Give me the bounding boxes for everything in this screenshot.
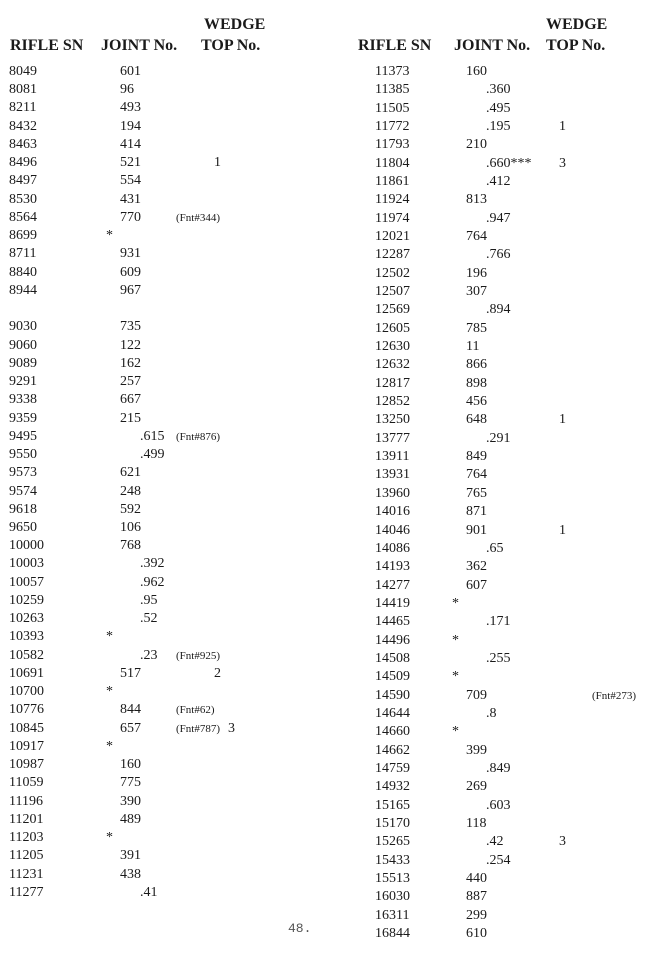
rifle-sn: 14644 [375, 705, 410, 721]
joint-no: 440 [466, 870, 487, 886]
rifle-sn: 12605 [375, 320, 410, 336]
joint-no: 648 [466, 412, 487, 428]
joint-no: 269 [466, 779, 487, 795]
joint-no: .195 [486, 119, 511, 135]
header-rifle-sn: RIFLE SN [10, 37, 84, 54]
footnote: (Fnt#62) [176, 704, 215, 717]
joint-no: 871 [466, 504, 487, 520]
joint-no: .41 [140, 884, 158, 900]
joint-no: .412 [486, 174, 511, 190]
rifle-sn: 10057 [9, 574, 44, 590]
wedge-top-no: 3 [559, 834, 566, 850]
joint-no: 592 [120, 501, 141, 517]
rifle-sn: 14193 [375, 559, 410, 575]
rifle-sn: 11974 [375, 210, 410, 226]
rifle-sn: 14509 [375, 669, 410, 685]
rifle-sn: 12817 [375, 375, 410, 391]
joint-no: 770 [120, 209, 141, 225]
joint-no: 517 [120, 665, 141, 681]
rifle-sn: 11793 [375, 137, 410, 153]
rifle-sn: 8564 [9, 209, 37, 225]
rifle-sn: 8699 [9, 228, 37, 244]
joint-no: * [452, 595, 459, 611]
rifle-sn: 10917 [9, 738, 44, 754]
rifle-sn: 16030 [375, 889, 410, 905]
rifle-sn: 9650 [9, 520, 37, 535]
joint-no: 431 [120, 191, 141, 207]
joint-no: 607 [466, 577, 487, 593]
rifle-sn: 14590 [375, 687, 410, 703]
joint-no: 307 [466, 284, 487, 300]
joint-no: .360 [486, 82, 511, 98]
joint-no: 609 [120, 264, 141, 280]
rifle-sn: 11205 [9, 848, 44, 864]
wedge-top-no: 1 [559, 522, 566, 538]
joint-no: 866 [466, 357, 487, 373]
joint-no: .947 [486, 210, 511, 226]
joint-no: .894 [486, 302, 511, 318]
joint-no: .962 [140, 574, 165, 590]
joint-no: .392 [140, 556, 165, 572]
wedge-top-no: 1 [214, 155, 221, 171]
joint-no: .499 [140, 447, 165, 463]
rifle-sn: 8497 [9, 173, 37, 189]
rifle-sn: 10259 [9, 592, 44, 608]
rifle-sn: 9550 [9, 447, 37, 463]
joint-no: .849 [486, 760, 511, 776]
rifle-sn: 14086 [375, 540, 410, 556]
rifle-sn: 11505 [375, 100, 410, 116]
joint-no: .291 [486, 430, 511, 446]
joint-no: .171 [486, 614, 511, 630]
joint-no: * [106, 830, 113, 846]
joint-no: .766 [486, 247, 511, 263]
joint-no: .8 [486, 705, 497, 721]
rifle-sn: 11373 [375, 64, 410, 79]
rifle-sn: 13960 [375, 485, 410, 501]
rifle-sn: 15265 [375, 834, 410, 850]
rifle-sn: 9291 [9, 374, 37, 390]
joint-no: 967 [120, 282, 141, 298]
rifle-sn: 9574 [9, 483, 37, 499]
rifle-sn: 10691 [9, 665, 44, 681]
rifle-sn: 12630 [375, 339, 410, 355]
rifle-sn: 8432 [9, 118, 37, 134]
joint-no: 118 [466, 815, 487, 831]
header-top-no: TOP No. [201, 37, 261, 54]
rifle-sn: 14277 [375, 577, 410, 593]
footnote: (Fnt#876) [176, 430, 220, 443]
joint-no: 898 [466, 375, 487, 391]
joint-no: .254 [486, 852, 511, 868]
joint-no: 299 [466, 907, 487, 923]
rifle-sn: 10987 [9, 757, 44, 773]
joint-no: * [106, 738, 113, 754]
joint-no: .52 [140, 611, 158, 627]
rifle-sn: 11196 [9, 793, 43, 809]
rifle-sn: 8840 [9, 264, 37, 280]
joint-no: 931 [120, 246, 141, 262]
joint-no: 554 [120, 173, 141, 189]
wedge-top-no: 1 [559, 119, 566, 135]
rifle-sn: 9618 [9, 501, 37, 517]
rifle-sn: 12287 [375, 247, 410, 263]
rifle-sn: 14016 [375, 504, 410, 520]
rifle-sn: 14508 [375, 650, 410, 666]
rifle-sn: 12632 [375, 357, 410, 373]
joint-no: 194 [120, 118, 141, 134]
header-wedge: WEDGE [204, 16, 266, 33]
joint-no: 768 [120, 538, 141, 554]
joint-no: 257 [120, 374, 141, 390]
joint-no: * [452, 632, 459, 648]
joint-no: * [452, 724, 459, 740]
rifle-sn: 11924 [375, 192, 410, 208]
header-rifle-sn-right: RIFLE SN [358, 37, 432, 54]
joint-no: 849 [466, 449, 487, 465]
rifle-sn: 10776 [9, 702, 44, 718]
page-number: 48. [288, 921, 312, 936]
joint-no: .255 [486, 650, 511, 666]
joint-no: 399 [466, 742, 487, 758]
rifle-sn: 10263 [9, 611, 44, 627]
joint-no: 844 [120, 702, 141, 718]
rifle-sn: 14759 [375, 760, 410, 776]
wedge-top-no: 2 [214, 665, 221, 681]
joint-no: * [106, 228, 113, 244]
joint-no: 601 [120, 64, 141, 79]
joint-no: 785 [466, 320, 487, 336]
joint-no: 901 [466, 522, 487, 538]
rifle-sn: 9338 [9, 392, 37, 408]
rifle-sn: 13911 [375, 449, 410, 465]
rifle-sn: 12569 [375, 302, 410, 318]
header-joint-no-right: JOINT No. [454, 37, 531, 54]
rifle-sn: 14932 [375, 779, 410, 795]
rifle-sn: 8049 [9, 64, 37, 79]
rifle-sn: 14662 [375, 742, 410, 758]
wedge-top-no: 1 [559, 412, 566, 428]
joint-no: .660*** [486, 155, 532, 171]
joint-no: 106 [120, 520, 141, 535]
rifle-sn: 9089 [9, 355, 37, 371]
joint-no: 248 [120, 483, 141, 499]
rifle-sn: 15513 [375, 870, 410, 886]
joint-no: 489 [120, 811, 141, 827]
rifle-sn: 14419 [375, 595, 410, 611]
header-wedge-right: WEDGE [546, 16, 608, 33]
rifle-sn: 9573 [9, 465, 37, 481]
joint-no: 390 [120, 793, 141, 809]
joint-no: 215 [120, 410, 141, 426]
joint-no: .95 [140, 592, 158, 608]
rifle-sn: 8211 [9, 100, 37, 116]
joint-no: .603 [486, 797, 511, 813]
joint-no: .42 [486, 834, 504, 850]
rifle-sn: 11804 [375, 155, 410, 171]
joint-no: 160 [466, 64, 487, 79]
joint-no: 667 [120, 392, 141, 408]
footnote: (Fnt#925) [176, 649, 220, 662]
joint-no: .495 [486, 100, 511, 116]
joint-no: * [106, 684, 113, 700]
joint-no: 887 [466, 889, 487, 905]
joint-no: 521 [120, 155, 141, 171]
rifle-sn: 11772 [375, 119, 410, 135]
joint-no: 391 [120, 848, 141, 864]
rifle-sn: 9030 [9, 319, 37, 335]
rifle-sn: 14496 [375, 632, 410, 648]
rifle-sn: 12502 [375, 265, 410, 281]
rifle-sn: 8496 [9, 155, 37, 171]
joint-no: 813 [466, 192, 487, 208]
rifle-sn: 14046 [375, 522, 410, 538]
rifle-sn: 15165 [375, 797, 410, 813]
rifle-sn: 9495 [9, 428, 37, 444]
joint-no: * [106, 629, 113, 645]
rifle-sn: 14660 [375, 724, 410, 740]
joint-no: 414 [120, 136, 141, 152]
joint-no: * [452, 669, 459, 685]
rifle-sn: 9359 [9, 410, 37, 426]
rifle-sn: 16311 [375, 907, 410, 923]
joint-no: 765 [466, 485, 487, 501]
joint-no: 493 [120, 100, 141, 116]
footnote: (Fnt#273) [592, 689, 636, 702]
joint-no: .65 [486, 540, 504, 556]
joint-no: 775 [120, 775, 141, 791]
joint-no: 709 [466, 687, 487, 703]
joint-no: 456 [466, 394, 487, 410]
joint-no: 210 [466, 137, 487, 153]
rifle-sn: 8530 [9, 191, 37, 207]
joint-no: 11 [466, 339, 480, 355]
rifle-sn: 8944 [9, 282, 37, 298]
rifle-sn: 11385 [375, 82, 410, 98]
rifle-sn: 12507 [375, 284, 410, 300]
rifle-sn: 8081 [9, 82, 37, 98]
rifle-sn: 11201 [9, 811, 44, 827]
joint-no: 96 [120, 82, 134, 98]
joint-no: 610 [466, 925, 487, 941]
footnote: (Fnt#787) [176, 722, 220, 735]
rifle-sn: 10845 [9, 720, 44, 736]
wedge-top-no: 3 [228, 720, 235, 736]
rifle-sn: 11059 [9, 775, 44, 791]
joint-no: .615 [140, 428, 165, 444]
rifle-sn: 10393 [9, 629, 44, 645]
rifle-sn: 10003 [9, 556, 44, 572]
footnote: (Fnt#344) [176, 211, 220, 224]
header-joint-no: JOINT No. [101, 37, 178, 54]
wedge-top-no: 3 [559, 155, 566, 171]
rifle-sn: 15433 [375, 852, 410, 868]
rifle-sn: 10000 [9, 538, 44, 554]
header-top-no-right: TOP No. [546, 37, 606, 54]
rifle-sn: 13777 [375, 430, 410, 446]
rifle-sn: 12021 [375, 229, 410, 245]
rifle-sn: 12852 [375, 394, 410, 410]
rifle-sn: 11231 [9, 866, 44, 882]
rifle-sn: 9060 [9, 337, 37, 353]
rifle-sn: 10700 [9, 684, 44, 700]
joint-no: 362 [466, 559, 487, 575]
joint-no: 764 [466, 467, 487, 483]
rifle-sn: 10582 [9, 647, 44, 663]
joint-no: 735 [120, 319, 141, 335]
joint-no: 438 [120, 866, 141, 882]
rifle-sn: 14465 [375, 614, 410, 630]
joint-no: 657 [120, 720, 141, 736]
joint-no: 621 [120, 465, 141, 481]
rifle-sn: 13250 [375, 412, 410, 428]
joint-no: 122 [120, 337, 141, 353]
joint-no: 764 [466, 229, 487, 245]
joint-no: 196 [466, 265, 487, 281]
rifle-sn: 11277 [9, 884, 44, 900]
rifle-sn: 8463 [9, 136, 37, 152]
rifle-sn: 13931 [375, 467, 410, 483]
joint-no: 162 [120, 355, 141, 371]
rifle-sn: 16844 [375, 925, 410, 941]
rifle-sn: 11861 [375, 174, 410, 190]
rifle-sn: 15170 [375, 815, 410, 831]
joint-no: 160 [120, 757, 141, 773]
joint-no: .23 [140, 647, 158, 663]
rifle-sn: 8711 [9, 246, 37, 262]
rifle-sn: 11203 [9, 830, 44, 846]
